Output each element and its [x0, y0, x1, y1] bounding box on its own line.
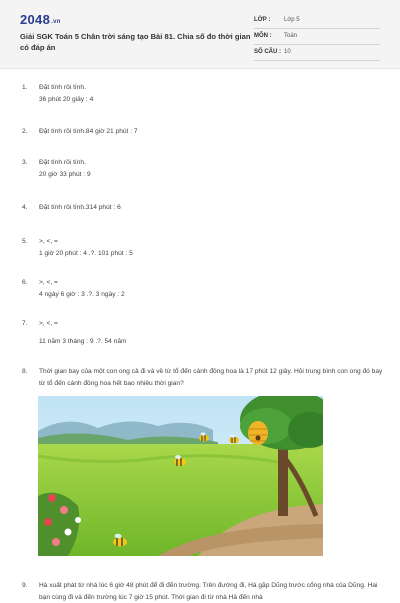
- document-header: [0, 0, 400, 69]
- question-expression: 11 năm 3 tháng : 9 .?. 54 năm: [39, 337, 127, 345]
- meta-count-value: 10: [284, 49, 291, 55]
- site-logo[interactable]: [20, 12, 61, 27]
- question-expression: 4 ngày 6 giờ : 3 .?. 3 ngày : 2: [39, 290, 125, 298]
- illustration-svg: [38, 396, 323, 556]
- question-number: 8.: [22, 368, 28, 375]
- question-text: Đặt tính rồi tính.: [39, 84, 86, 91]
- bee-meadow-illustration: [38, 396, 323, 556]
- question-number: 4.: [22, 204, 28, 211]
- meta-count-label: SỐ CÂU :: [254, 49, 281, 55]
- meta-question-count: [254, 45, 380, 61]
- question-expression: 20 giờ 33 phút : 9: [39, 170, 91, 178]
- meta-class-label: LỚP :: [254, 17, 271, 23]
- question-number: 9.: [22, 582, 28, 589]
- logo-text: 2048: [20, 12, 51, 27]
- beehive: [248, 421, 268, 445]
- document-title: Giải SGK Toán 5 Chân trời sáng tạo Bài 81. Chia số đo thời gian có đáp án: [20, 32, 251, 52]
- question-number: 6.: [22, 279, 28, 286]
- question-text: Đặt tính rồi tính.314 phút : 6: [39, 204, 121, 211]
- question-expression: 36 phút 20 giây : 4: [39, 95, 94, 103]
- meta-subject: [254, 29, 380, 45]
- question-text: >, <, =: [39, 238, 58, 245]
- question-number: 1.: [22, 84, 28, 91]
- question-number: 7.: [22, 320, 28, 327]
- question-expression: 1 giờ 20 phút : 4 .?. 101 phút : 5: [39, 249, 133, 257]
- question-text: Đặt tính rồi tính.84 giờ 21 phút : 7: [39, 128, 138, 135]
- meta-subject-label: MÔN :: [254, 33, 272, 39]
- meta-class: [254, 13, 380, 29]
- meta-class-value: Lớp 5: [284, 17, 300, 23]
- logo-suffix: .vn: [51, 19, 61, 25]
- document-meta: [254, 13, 380, 61]
- question-text: >, <, =: [39, 320, 58, 327]
- question-text: >, <, =: [39, 279, 58, 286]
- meta-subject-value: Toán: [284, 33, 298, 39]
- question-text: Hà xuất phát từ nhà lúc 6 giờ 48 phút để đi đến trường. Trên đường đi, Hà gặp Dũng trước cổng nhà của Dũng. Hai bạn cùng đi và đến trường lúc 7 giờ 15 phút. Thời gian đi từ nhà Hà đến nhà: [39, 582, 378, 601]
- question-text: Thời gian bay của một con ong cả đi và về từ tổ đến cánh đồng hoa là 17 phút 12 giây. Hỏi trung bình con ong đó bay từ tổ đến cánh đồng hoa hết bao nhiêu thời gian?: [39, 368, 383, 387]
- question-number: 2.: [22, 128, 28, 135]
- question-number: 3.: [22, 159, 28, 166]
- question-number: 5.: [22, 238, 28, 245]
- question-text: Đặt tính rồi tính.: [39, 159, 86, 166]
